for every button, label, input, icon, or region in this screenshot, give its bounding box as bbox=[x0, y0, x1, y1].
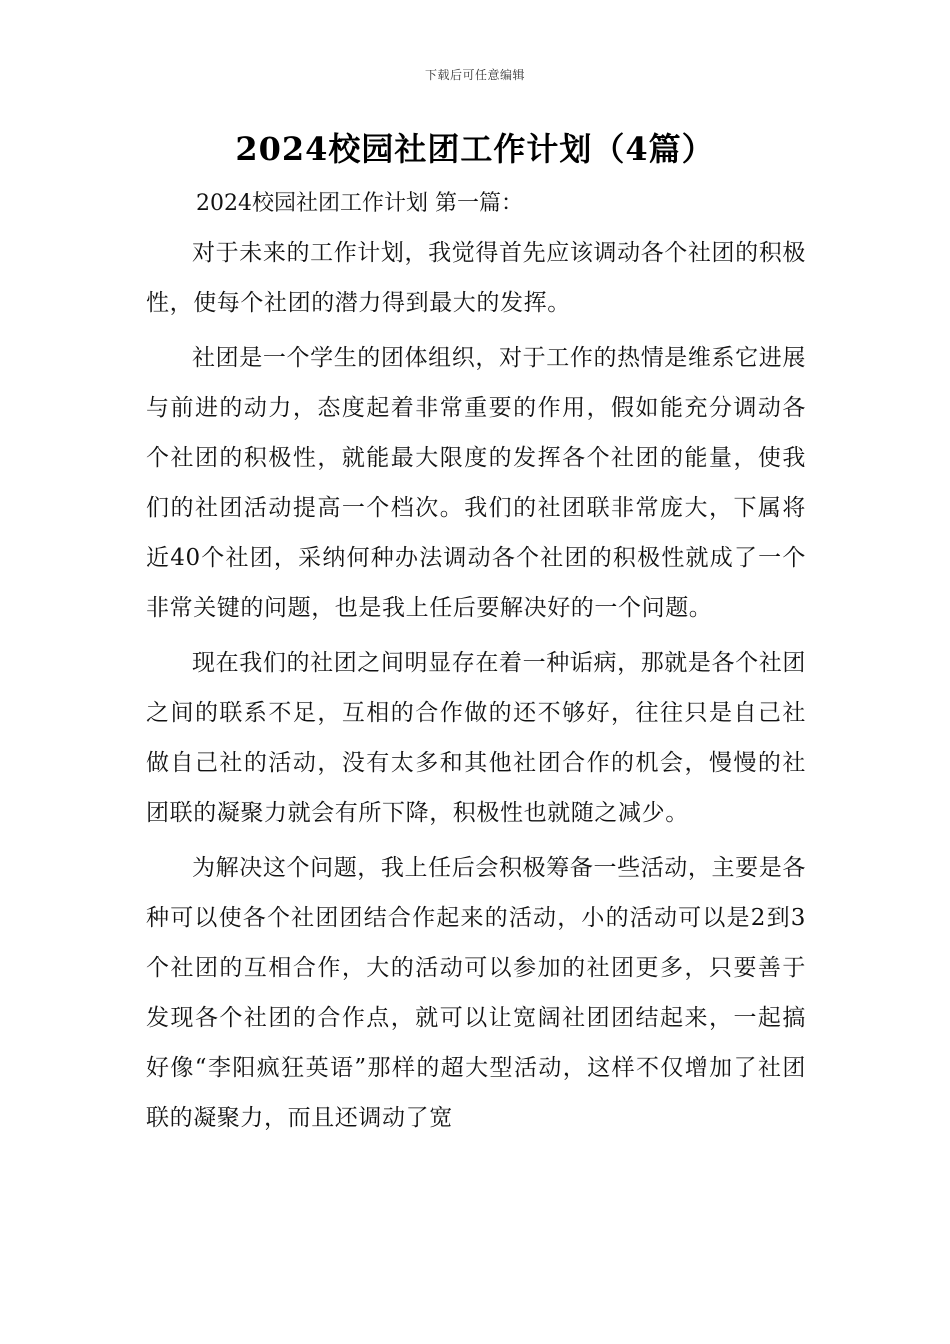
paragraph: 为解决这个问题，我上任后会积极筹备一些活动，主要是各种可以使各个社团团结合作起来的活动，小的活动可以是2到3个社团的互相合作，大的活动可以参加的社团更多，只要善于发现各个社团的合作点，就可以让宽阔社团团结起来，一起搞好像“李阳疯狂英语”那样的超大型活动，这样不仅增加了社团联的凝聚力，而且还调动了宽 bbox=[146, 855, 806, 1131]
section-subtitle: 2024校园社团工作计划 第一篇： bbox=[196, 191, 523, 216]
paragraph: 社团是一个学生的团体组织，对于工作的热情是维系它进展与前进的动力，态度起着非常重要的作用，假如能充分调动各个社团的积极性，就能最大限度的发挥各个社团的能量，使我们的社团活动提高一个档次。我们的社团联非常庞大，下属将近40个社团，采纳何种办法调动各个社团的积极性就成了一个非常关键的问题，也是我上任后要解决好的一个问题。 bbox=[146, 345, 806, 621]
paragraph: 对于未来的工作计划，我觉得首先应该调动各个社团的积极性，使每个社团的潜力得到最大的发挥。 bbox=[146, 240, 806, 316]
document-body bbox=[146, 228, 806, 1148]
header-note: 下载后可任意编辑 bbox=[424, 68, 525, 82]
paragraph: 现在我们的社团之间明显存在着一种诟病，那就是各个社团之间的联系不足，互相的合作做的还不够好，往往只是自己社做自己社的活动，没有太多和其他社团合作的机会，慢慢的社团联的凝聚力就会有所下降，积极性也就随之减少。 bbox=[146, 650, 806, 826]
document-title: 2024校园社团工作计划（4篇） bbox=[235, 130, 715, 168]
